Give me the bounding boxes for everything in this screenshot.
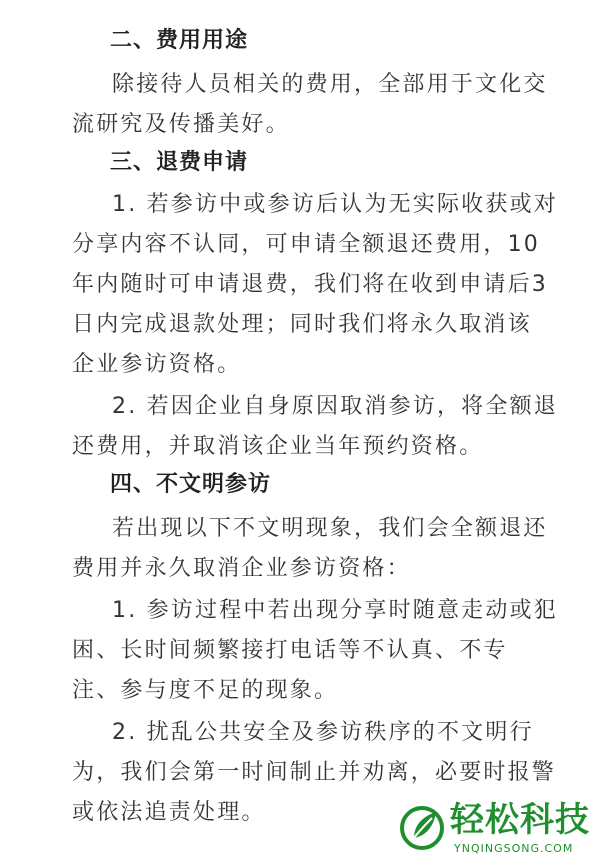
watermark-text: 轻松科技	[450, 800, 590, 840]
paragraph-line: 日内完成退款处理；同时我们将永久取消该	[72, 312, 532, 337]
paragraph-line: 困、长时间频繁接打电话等不认真、不专	[72, 638, 508, 663]
paragraph-line: 除接待人员相关的费用，全部用于文化交	[112, 72, 548, 97]
section-heading-refund: 三、退费申请	[110, 150, 249, 175]
paragraph-line: 分享内容不认同，可申请全额退还费用，10	[72, 232, 540, 257]
paragraph-line: 1. 若参访中或参访后认为无实际收获或对	[112, 192, 558, 217]
paragraph-line: 若出现以下不文明现象，我们会全额退还	[112, 516, 548, 541]
watermark-subtext: YNQINGSONG.COM	[454, 842, 574, 855]
paragraph-line: 或依法追责处理。	[72, 800, 266, 825]
paragraph-line: 为，我们会第一时间制止并劝离，必要时报警	[72, 760, 557, 785]
leaf-logo-icon	[396, 800, 448, 852]
paragraph-line: 流研究及传播美好。	[72, 112, 290, 137]
paragraph-line: 费用并永久取消企业参访资格：	[72, 556, 411, 581]
section-heading-uncivil-visits: 四、不文明参访	[110, 472, 272, 497]
section-heading-fees-usage: 二、费用用途	[110, 28, 249, 53]
paragraph-line: 还费用，并取消该企业当年预约资格。	[72, 434, 484, 459]
watermark	[396, 800, 590, 858]
paragraph-line: 注、参与度不足的现象。	[72, 678, 339, 703]
paragraph-line: 2. 扰乱公共安全及参访秩序的不文明行	[112, 720, 534, 745]
paragraph-line: 1. 参访过程中若出现分享时随意走动或犯	[112, 598, 558, 623]
paragraph-line: 企业参访资格。	[72, 352, 242, 377]
paragraph-line: 年内随时可申请退费，我们将在收到申请后3	[72, 272, 548, 297]
paragraph-line: 2. 若因企业自身原因取消参访，将全额退	[112, 394, 558, 419]
